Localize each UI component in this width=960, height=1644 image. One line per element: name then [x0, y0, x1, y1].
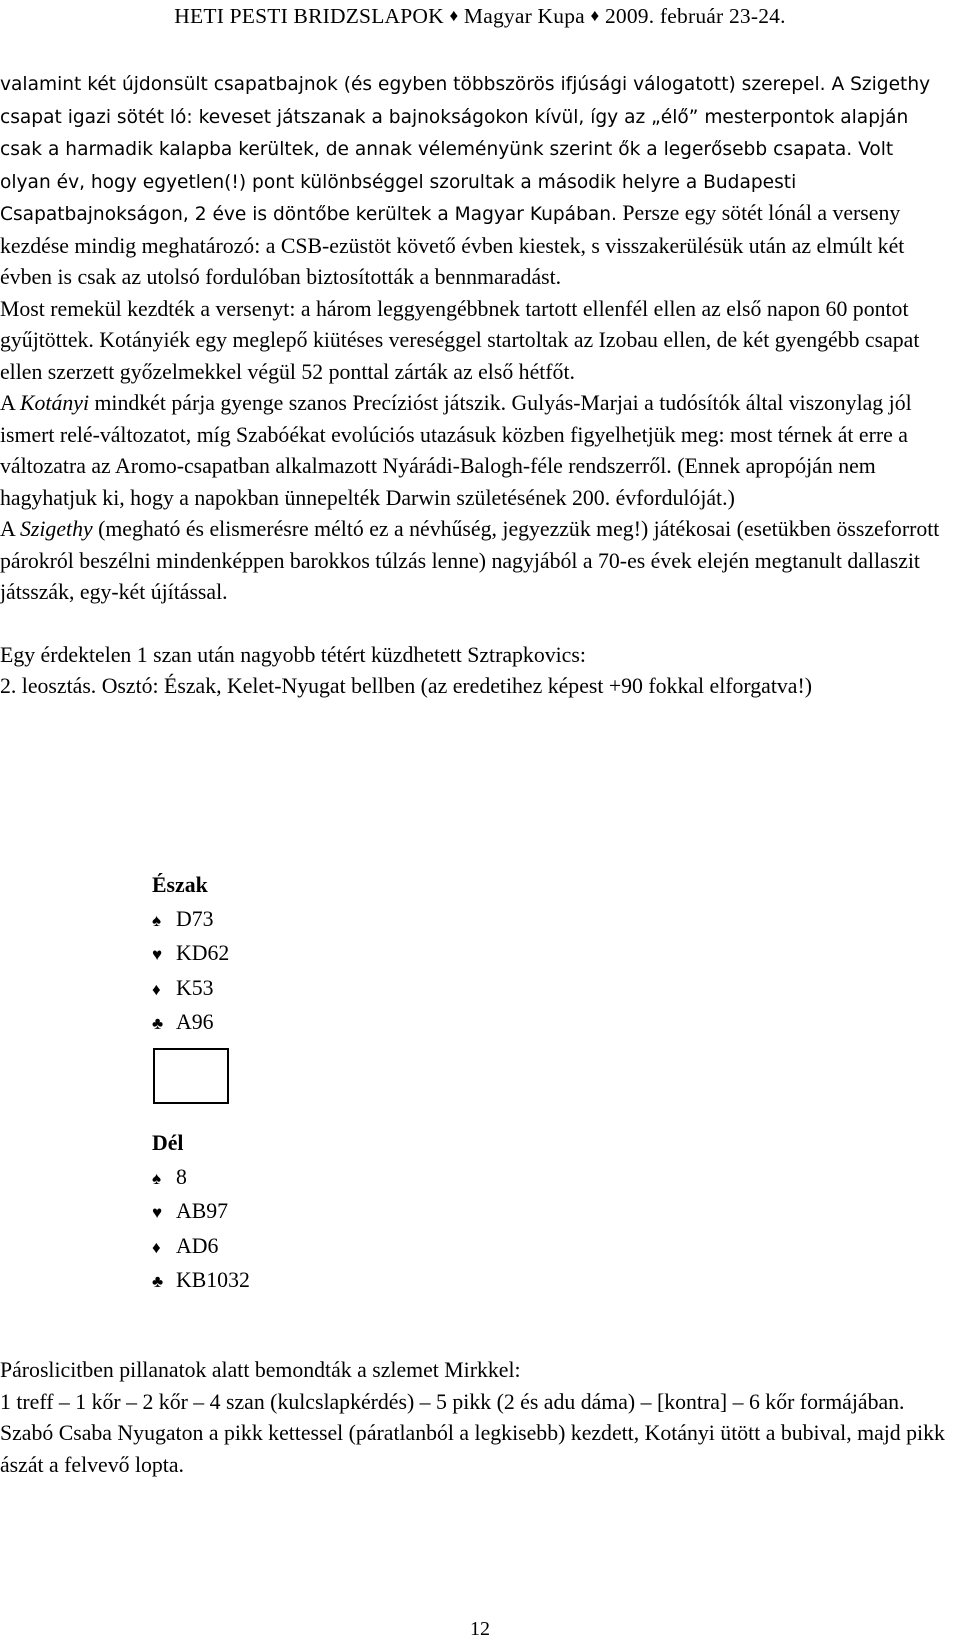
paragraph-intro-serif: Persze egy sötét lónál a verseny kezdése mindig meghatározó: a CSB-ezüstöt követő évben kiestek, s visszakerülésük után az elmúlt két évben is csak az utolsó fordulóban biztosították a bennmaradást. [0, 201, 905, 289]
paragraph-deal-info: 2. leosztás. Osztó: Észak, Kelet-Nyugat bellben (az eredetihez képest +90 fokkal elforgatva!) [0, 674, 812, 698]
spade-icon: ♠ [152, 910, 162, 930]
team-name-kotanyi: Kotányi [20, 391, 90, 415]
diamond-icon: ♦ [152, 1237, 161, 1257]
spade-icon: ♠ [152, 1168, 162, 1188]
hand-north-diamonds: ♦ K53 [152, 972, 229, 1007]
paragraph-kotanyi: A Kotányi mindkét párja gyenge szanos Precízióst játszik. Gulyás-Marjai a tudósítók által viszonylag jól ismert relé-változatot, míg Szabóékat evolúciós utazásuk közben figyelhetjük meg: most térnek át erre a változatra az Aromo-csapatban alkalmazott Nyárádi-Balogh-féle rendszerről. (Ennek apropóján nem hagyhatjuk ki, hogy a napokban ünnepelték Darwin születésének 200. évfordulóját.) [0, 391, 912, 510]
hand-south-clubs: ♣ KB1032 [152, 1264, 250, 1299]
diamond-icon: ♦ [449, 6, 459, 25]
page-number: 12 [470, 1618, 490, 1640]
paragraph-bidding-sequence: 1 treff – 1 kőr – 2 kőr – 4 szan (kulcslapkérdés) – 5 pikk (2 és adu dáma) – [kontra] – 6 kőr formájában. [0, 1389, 905, 1414]
hand-south-spades: ♠ 8 [152, 1161, 250, 1196]
paragraph-play: Szabó Csaba Nyugaton a pikk kettessel (páratlanból a legkisebb) kezdett, Kotányi ütött a bubival, majd pikk ászát a felvevő lopta. [0, 1421, 945, 1477]
club-icon: ♣ [152, 1272, 164, 1291]
diamond-icon: ♦ [590, 6, 600, 25]
paragraph-szigethy: A Szigethy (megható és elismerésre méltó ez a névhűség, jegyezzük meg!) játékosai (esetükben összeforrott párokról beszélni mindenképpen barokkos túlzás lenne) nagyjából a 70-es évek elején megtanult dallaszit játsszák, egy-két újítással. [0, 517, 940, 604]
paragraph-bidding-intro: Pároslicitben pillanatok alatt bemondták a szlemet Mirkkel: [0, 1358, 521, 1382]
paragraph-intro [0, 68, 945, 294]
header-newsletter-title: HETI PESTI BRIDZSLAPOK [174, 4, 444, 28]
team-name-szigethy: Szigethy [20, 517, 93, 541]
club-icon: ♣ [152, 1014, 164, 1033]
hand-south-diamonds: ♦ AD6 [152, 1230, 250, 1265]
heart-icon: ♥ [152, 1203, 163, 1222]
hand-north-hearts: ♥ KD62 [152, 937, 229, 972]
hand-north-spades: ♠ D73 [152, 903, 229, 938]
article-body-top [0, 68, 945, 703]
hand-north-clubs: ♣ A96 [152, 1006, 229, 1041]
paragraph-start: Most remekül kezdték a versenyt: a három leggyengébbnek tartott ellenfél ellen az első napon 60 pontot gyűjtöttek. Kotányiék egy meglepő kiütéses vereséggel startoltak az Izobau ellen, de két gyengébb csapat ellen szerzett győzelmekkel végül 52 ponttal zárták az első hétfőt. [0, 296, 920, 384]
article-body-bottom [0, 1355, 945, 1481]
paragraph-sztrapkovics: Egy érdektelen 1 szan után nagyobb tétért küzdhetett Sztrapkovics: [0, 642, 586, 667]
heart-icon: ♥ [152, 945, 163, 964]
header-event-title: Magyar Kupa [463, 4, 585, 28]
paragraph-intro-sans: valamint két újdonsült csapatbajnok (és egyben többszörös ifjúsági válogatott) szerepel. A Szigethy csapat igazi sötét ló: keveset játszanak a bajnokságokon kívül, így az „élő” mesterpontok alapján csak a harmadik kalapba kerültek, de annak véleményünk szerint ők a legerősebb csapata. Volt olyan év, hogy egyetlen(!) pont különbséggel szorultak a második helyre a Budapesti Csapatbajnokságon, 2 éve is döntőbe kerültek a Magyar Kupában. [0, 74, 931, 225]
diamond-icon: ♦ [152, 979, 161, 999]
page-header [0, 4, 960, 29]
bridge-table-box [153, 1048, 229, 1104]
hand-south-label: Dél [152, 1131, 184, 1155]
hand-north [152, 869, 229, 1041]
hand-south [152, 1127, 250, 1299]
hand-north-label: Észak [152, 873, 208, 897]
header-date: 2009. február 23-24. [604, 4, 786, 28]
hand-south-hearts: ♥ AB97 [152, 1195, 250, 1230]
